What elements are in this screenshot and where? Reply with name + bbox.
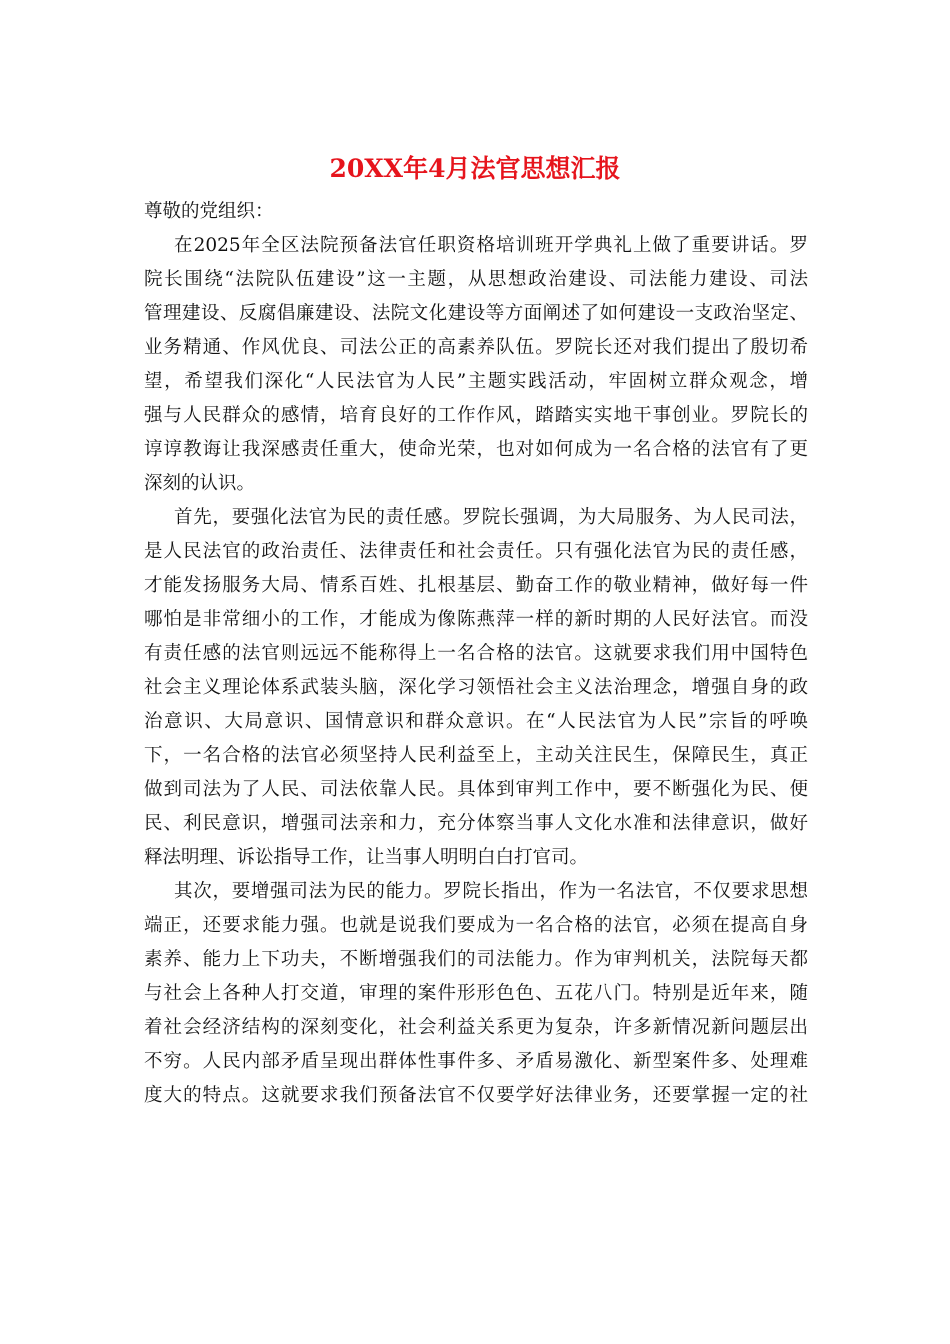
paragraph-line: 院长围绕“法院队伍建设”这一主题，从思想政治建设、司法能力建设、司法: [144, 269, 808, 290]
paragraph-line: 有责任感的法官则远远不能称得上一名合格的法官。这就要求我们用中国特色: [144, 643, 808, 664]
salutation: 尊敬的党组织：: [144, 201, 274, 222]
paragraph-line: 在2025年全区法院预备法官任职资格培训班开学典礼上做了重要讲话。罗: [174, 235, 808, 256]
paragraph-line: 是人民法官的政治责任、法律责任和社会责任。只有强化法官为民的责任感，: [144, 541, 808, 562]
paragraph-line: 管理建设、反腐倡廉建设、法院文化建设等方面阐述了如何建设一支政治坚定、: [144, 303, 808, 324]
paragraph-line: 下，一名合格的法官必须坚持人民利益至上，主动关注民生，保障民生，真正: [144, 745, 808, 766]
paragraph-line: 度大的特点。这就要求我们预备法官不仅要学好法律业务，还要掌握一定的社: [144, 1085, 808, 1106]
paragraph-line: 治意识、大局意识、国情意识和群众意识。在“人民法官为人民”宗旨的呼唤: [144, 711, 808, 732]
paragraph-line: 谆谆教诲让我深感责任重大，使命光荣，也对如何成为一名合格的法官有了更: [144, 439, 808, 460]
document-body: [144, 195, 808, 1113]
document-title: 20XX年4月法官思想汇报: [329, 154, 621, 183]
paragraph-line: 深刻的认识。: [144, 473, 256, 494]
paragraph-line: 不穷。人民内部矛盾呈现出群体性事件多、矛盾易激化、新型案件多、处理难: [144, 1051, 808, 1072]
paragraph-line: 着社会经济结构的深刻变化，社会利益关系更为复杂，许多新情况新问题层出: [144, 1017, 808, 1038]
paragraph-line: 素养、能力上下功夫，不断增强我们的司法能力。作为审判机关，法院每天都: [144, 949, 808, 970]
paragraph-2: [144, 501, 808, 875]
paragraph-line: 才能发扬服务大局、情系百姓、扎根基层、勤奋工作的敬业精神，做好每一件: [144, 575, 808, 596]
paragraph-line: 其次，要增强司法为民的能力。罗院长指出，作为一名法官，不仅要求思想: [174, 881, 808, 902]
paragraph-line: 强与人民群众的感情，培育良好的工作作风，踏踏实实地干事创业。罗院长的: [144, 405, 808, 426]
paragraph-line: 哪怕是非常细小的工作，才能成为像陈燕萍一样的新时期的人民好法官。而没: [144, 609, 808, 630]
paragraph-line: 首先，要强化法官为民的责任感。罗院长强调，为大局服务、为人民司法，: [174, 507, 808, 528]
paragraph-line: 释法明理、诉讼指导工作，让当事人明明白白打官司。: [144, 847, 589, 868]
paragraph-line: 民、利民意识，增强司法亲和力，充分体察当事人文化水准和法律意识，做好: [144, 813, 808, 834]
paragraph-1: [144, 229, 808, 501]
paragraph-line: 端正，还要求能力强。也就是说我们要成为一名合格的法官，必须在提高自身: [144, 915, 808, 936]
paragraph-3: [144, 875, 808, 1113]
paragraph-line: 望，希望我们深化“人民法官为人民”主题实践活动，牢固树立群众观念，增: [144, 371, 808, 392]
paragraph-line: 做到司法为了人民、司法依靠人民。具体到审判工作中，要不断强化为民、便: [144, 779, 808, 800]
paragraph-line: 业务精通、作风优良、司法公正的高素养队伍。罗院长还对我们提出了殷切希: [144, 337, 808, 358]
paragraph-line: 与社会上各种人打交道，审理的案件形形色色、五花八门。特别是近年来，随: [144, 983, 808, 1004]
paragraph-line: 社会主义理论体系武装头脑，深化学习领悟社会主义法治理念，增强自身的政: [144, 677, 808, 698]
